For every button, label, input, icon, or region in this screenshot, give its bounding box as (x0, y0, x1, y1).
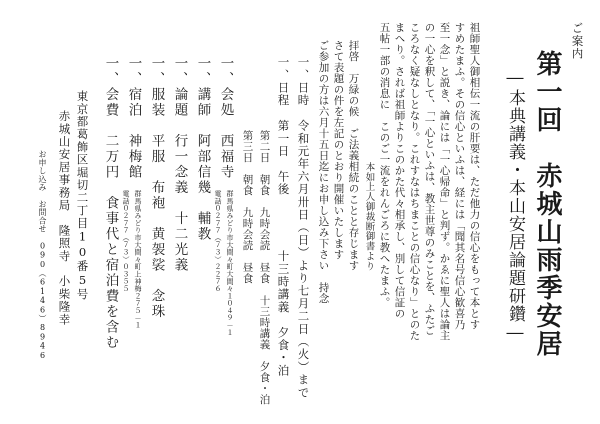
item-kaihi: 一、会費 二万円 食事代と宿泊費を含む (102, 56, 119, 351)
intro-line: ころなく疑なしとなり。これすなはちまことの信心なり」とのた (408, 22, 421, 341)
kaisho-address: 群馬県みどり市大間々町大間々１０４９－１ (226, 190, 234, 336)
event-title: 第一回 赤城山雨季安居 (532, 50, 562, 358)
intro-line: 祖師聖人御相伝一流の肝要は、ただ他力の信心をもって本とす (468, 22, 481, 330)
intro-line: まへり。されば祖師よりこのかた代々相承し、別して信証の (393, 22, 406, 319)
item-nittei-day1: 十三時講義 夕食・泊 (276, 250, 291, 377)
kaisho-phone: 電話０２７７（７３）２２７６ (214, 190, 222, 293)
greeting-haikei: 拝啓 万緑の候 ご法義相続のことと存じます (347, 40, 360, 271)
goannai-label: ご案内 (570, 22, 585, 61)
footer-contact: お申し込み お問合せ 090（6146）8946 (38, 150, 47, 361)
item-rondai: 一、論題 行一念義 十二光義 (171, 56, 188, 273)
footer-office: 赤城山安居事務局 隆照寺 小柴隆幸 (57, 110, 72, 326)
shukuhaku-phone: 電話０２７７（７３）０３５５ (122, 190, 130, 293)
greeting-line: ご参加の方は六月十五日迄にお申し込み下さい 持念 (317, 40, 330, 304)
event-subtitle: ―本典講義・本山安居論題研鑽― (505, 68, 525, 344)
item-koushi: 一、講師 阿部信幾 輔教 (194, 56, 211, 242)
intro-line: 五帖一部の消息に このご一流をれんごろに教へたまふ。 (378, 22, 391, 308)
item-nittei-day2: 第二日 朝食 九時会読 昼食 十三時講義 夕食・泊 (258, 130, 271, 405)
footer-address: 東京都葛飾区堀切二丁目10番5号 (75, 90, 90, 301)
intro-line: の一心を釈して、「一心といふは、教主世尊のみことを、ふたご (423, 22, 436, 336)
greeting-line: さて表題の件を左記のとおり開催いたします (332, 40, 345, 260)
item-nittei: 一、日程 第一日 午後 (276, 56, 291, 196)
intro-signature: 本如上人御裁断御書より (363, 162, 375, 271)
intro-line: すめたまふ。その信心といふは、経には「聞其名号信心歓喜乃 (453, 22, 466, 330)
item-nittei-day3: 第三日 朝食 九時会読 昼食 (241, 130, 254, 284)
item-kaisho: 一、会処 西福寺 (217, 56, 234, 180)
item-shukuhaku: 一、宿泊 神梅館 (125, 56, 142, 180)
intro-line: 至一念」と説き、論には「一心帰命」と判ず。かゑに聖人は論主 (438, 22, 451, 341)
shukuhaku-address: 群馬県みどり市大間々町上神梅２７５－１ (134, 190, 142, 329)
item-fukusou: 一、服装 平服 布袍 黄袈裟 念珠 (148, 56, 165, 320)
item-nichiji: 一、日時 令和元年六月卅日（日）より七月二日（火）まで (296, 56, 311, 399)
